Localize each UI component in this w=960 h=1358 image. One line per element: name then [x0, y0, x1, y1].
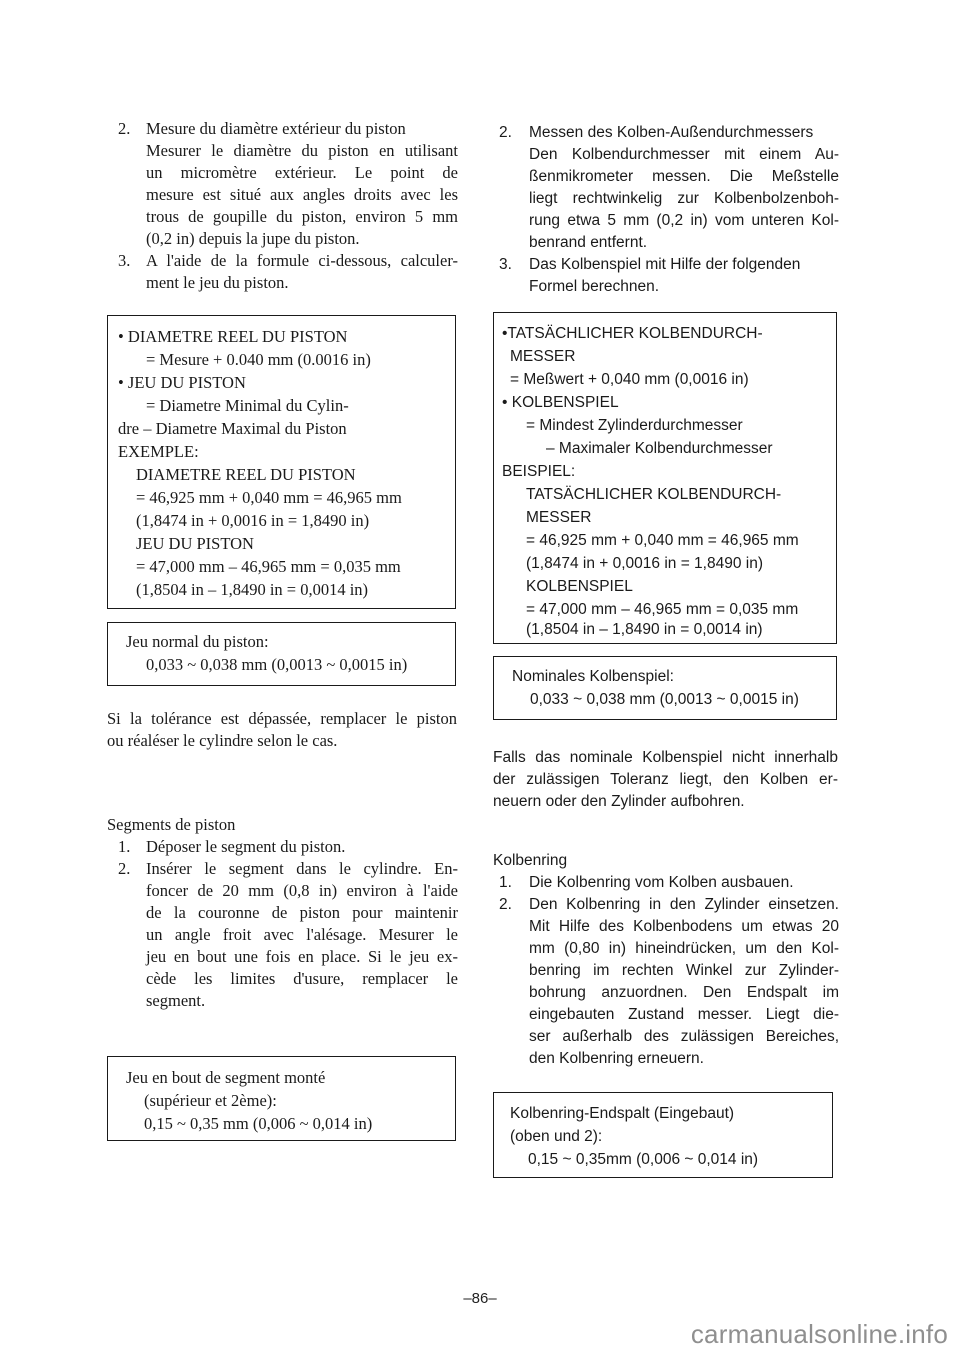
fr-step-3-number: 3. — [118, 251, 131, 270]
fr-ring-step-2-line: Insérer le segment dans le cylindre. En- — [146, 859, 458, 878]
fr-tolerance-line: Si la tolérance est dépassée, remplacer le piston — [107, 709, 457, 728]
fr-formula-box — [107, 315, 456, 609]
fr-step-2-line: trous de goupille du piston, environ 5 mm — [146, 207, 458, 226]
de-ring-step-2-number: 2. — [499, 896, 512, 913]
fr-tolerance-line: ou réaléser le cylindre selon le cas. — [107, 731, 338, 750]
de-formula-example-label: BEISPIEL: — [502, 463, 576, 480]
de-formula-line: MESSER — [526, 509, 592, 526]
fr-ring-gap-value: 0,15 ~ 0,35 mm (0,006 ~ 0,014 in) — [144, 1114, 373, 1133]
de-formula-line: = 46,925 mm + 0,040 mm = 46,965 mm — [526, 532, 799, 549]
fr-ring-step-1-number: 1. — [118, 837, 131, 856]
de-ring-gap-box — [493, 1092, 833, 1178]
fr-formula-bullet-actual-diameter: • DIAMETRE REEL DU PISTON — [118, 327, 348, 346]
fr-formula-line: (1,8474 in + 0,0016 in = 1,8490 in) — [136, 511, 370, 530]
de-ring-step-1-text: Die Kolbenring vom Kolben ausbauen. — [529, 874, 794, 891]
de-formula-bullet-actual-diameter: •TATSÄCHLICHER KOLBENDURCH- — [502, 325, 763, 342]
fr-ring-step-2-line: de la couronne de piston pour maintenir — [146, 903, 458, 922]
de-formula-line: KOLBENSPIEL — [526, 578, 633, 595]
de-clearance-box — [493, 656, 837, 720]
fr-ring-step-2-line: segment. — [146, 991, 206, 1010]
fr-formula-line: (1,8504 in – 1,8490 in = 0,0014 in) — [136, 580, 369, 599]
fr-formula-line: JEU DU PISTON — [136, 534, 254, 553]
de-ring-step-2-line: den Kolbenring erneuern. — [529, 1050, 704, 1067]
de-step-2-line: liegt rechtwinkelig zur Kolbenbolzenboh- — [529, 190, 839, 207]
fr-formula-line: = 47,000 mm – 46,965 mm = 0,035 mm — [136, 557, 401, 576]
de-step-2-line: ßenmikrometer messen. Die Meßstelle — [529, 168, 839, 185]
de-formula-line: TATSÄCHLICHER KOLBENDURCH- — [526, 486, 782, 503]
de-formula-line: = Mindest Zylinderdurchmesser — [526, 417, 743, 434]
fr-clearance-value: 0,033 ~ 0,038 mm (0,0013 ~ 0,0015 in) — [146, 655, 408, 674]
de-ring-gap-label: Kolbenring-Endspalt (Eingebaut) — [510, 1105, 735, 1122]
fr-ring-step-2-line: jeu en bout une fois en place. Si le jeu ex- — [146, 947, 458, 966]
fr-formula-example-label: EXEMPLE: — [118, 442, 199, 461]
fr-ring-step-2-line: un angle froit avec l'alésage. Mesurer le — [146, 925, 458, 944]
de-formula-line: MESSER — [510, 348, 576, 365]
fr-step-3-line: ment le jeu du piston. — [146, 273, 289, 292]
fr-formula-line: dre – Diametre Maximal du Piston — [118, 419, 347, 438]
de-ring-step-2-line: benring im rechten Winkel zur Zylinder- — [529, 962, 839, 979]
fr-ring-step-1-text: Déposer le segment du piston. — [146, 837, 346, 856]
de-ring-step-2-line: bohrung anzuordnen. Den Endspalt im — [529, 984, 839, 1001]
de-tolerance-line: Falls das nominale Kolbenspiel nicht innerhalb — [493, 749, 838, 766]
fr-ring-step-2-line: foncer de 20 mm (0,8 in) environ à l'aide — [146, 881, 458, 900]
fr-formula-line: = Diametre Minimal du Cylin- — [146, 396, 349, 415]
fr-formula-line: = 46,925 mm + 0,040 mm = 46,965 mm — [136, 488, 402, 507]
fr-formula-bullet-clearance: • JEU DU PISTON — [118, 373, 246, 392]
de-formula-line: (1,8504 in – 1,8490 in = 0,0014 in) — [526, 621, 763, 638]
fr-step-2-line: Mesurer le diamètre du piston en utilisant — [146, 141, 458, 160]
fr-step-3-line: A l'aide de la formule ci-dessous, calculer- — [146, 251, 458, 270]
fr-step-2-line: un micromètre extérieur. Le point de — [146, 163, 458, 182]
de-formula-bullet-clearance: • KOLBENSPIEL — [502, 394, 619, 411]
de-ring-gap-sublabel: (oben und 2): — [510, 1128, 603, 1145]
de-tolerance-line: neuern oder den Zylinder aufbohren. — [493, 793, 745, 810]
de-clearance-value: 0,033 ~ 0,038 mm (0,0013 ~ 0,0015 in) — [530, 691, 799, 708]
de-ring-step-2-line: ser außerhalb des zulässigen Bereiches, — [529, 1028, 839, 1045]
de-clearance-label: Nominales Kolbenspiel: — [512, 668, 674, 685]
de-formula-box — [493, 312, 837, 644]
de-ring-step-1-number: 1. — [499, 874, 512, 891]
de-step-2-line: benrand entfernt. — [529, 234, 648, 251]
fr-ring-gap-label: Jeu en bout de segment monté — [126, 1068, 326, 1087]
de-ring-step-2-line: eingebauten Zustand messer. Liegt die- — [529, 1006, 839, 1023]
de-step-3-number: 3. — [499, 256, 512, 273]
de-formula-line: (1,8474 in + 0,0016 in = 1,8490 in) — [526, 555, 763, 572]
fr-ring-gap-box — [107, 1056, 456, 1141]
de-ring-gap-value: 0,15 ~ 0,35mm (0,006 ~ 0,014 in) — [528, 1151, 759, 1168]
fr-ring-step-2-number: 2. — [118, 859, 131, 878]
de-ring-step-2-line: mm (0,80 in) hineindrücken, um den Kol- — [529, 940, 839, 957]
de-ring-step-2-line: Mit Hilfe des Kolbenbodens um etwas 20 — [529, 918, 839, 935]
fr-ring-step-2-line: cède les limites d'usure, remplacer le — [146, 969, 458, 988]
de-formula-line: = 47,000 mm – 46,965 mm = 0,035 mm — [526, 601, 799, 618]
fr-ring-gap-sublabel: (supérieur et 2ème): — [144, 1091, 277, 1110]
de-tolerance-paragraph — [493, 747, 838, 813]
de-step-3-line: Formel berechnen. — [529, 278, 660, 295]
fr-rings-heading: Segments de piston — [107, 815, 236, 834]
fr-formula-line: DIAMETRE REEL DU PISTON — [136, 465, 356, 484]
watermark: carmanualsonline.info — [690, 1319, 948, 1349]
fr-formula-line: = Mesure + 0.040 mm (0.0016 in) — [146, 350, 371, 369]
de-formula-line: = Meßwert + 0,040 mm (0,0016 in) — [510, 371, 749, 388]
fr-step-2-line: (0,2 in) depuis la jupe du piston. — [146, 229, 360, 248]
de-step-2-line: Den Kolbendurchmesser mit einem Au- — [529, 146, 839, 163]
fr-clearance-label: Jeu normal du piston: — [126, 632, 269, 651]
fr-clearance-box — [107, 622, 456, 686]
de-rings-heading: Kolbenring — [493, 852, 568, 869]
de-formula-line: – Maximaler Kolbendurchmesser — [546, 440, 773, 457]
de-tolerance-line: der zulässigen Toleranz liegt, den Kolben er- — [493, 771, 838, 788]
de-ring-step-2-line: Den Kolbenring in den Zylinder einsetzen. — [529, 896, 839, 913]
page-number: –86– — [463, 1290, 497, 1307]
de-step-2-title: Messen des Kolben-Außendurchmessers — [529, 124, 814, 141]
de-step-3-line: Das Kolbenspiel mit Hilfe der folgenden — [529, 256, 801, 273]
de-step-2-line: rung etwa 5 mm (0,2 in) vom unteren Kol- — [529, 212, 839, 229]
de-step-2-number: 2. — [499, 124, 512, 141]
fr-step-2-title: Mesure du diamètre extérieur du piston — [146, 119, 406, 138]
fr-step-2-line: mesure est situé aux angles droits avec les — [146, 185, 458, 204]
fr-tolerance-paragraph — [107, 708, 457, 752]
fr-step-2-number: 2. — [118, 119, 131, 138]
